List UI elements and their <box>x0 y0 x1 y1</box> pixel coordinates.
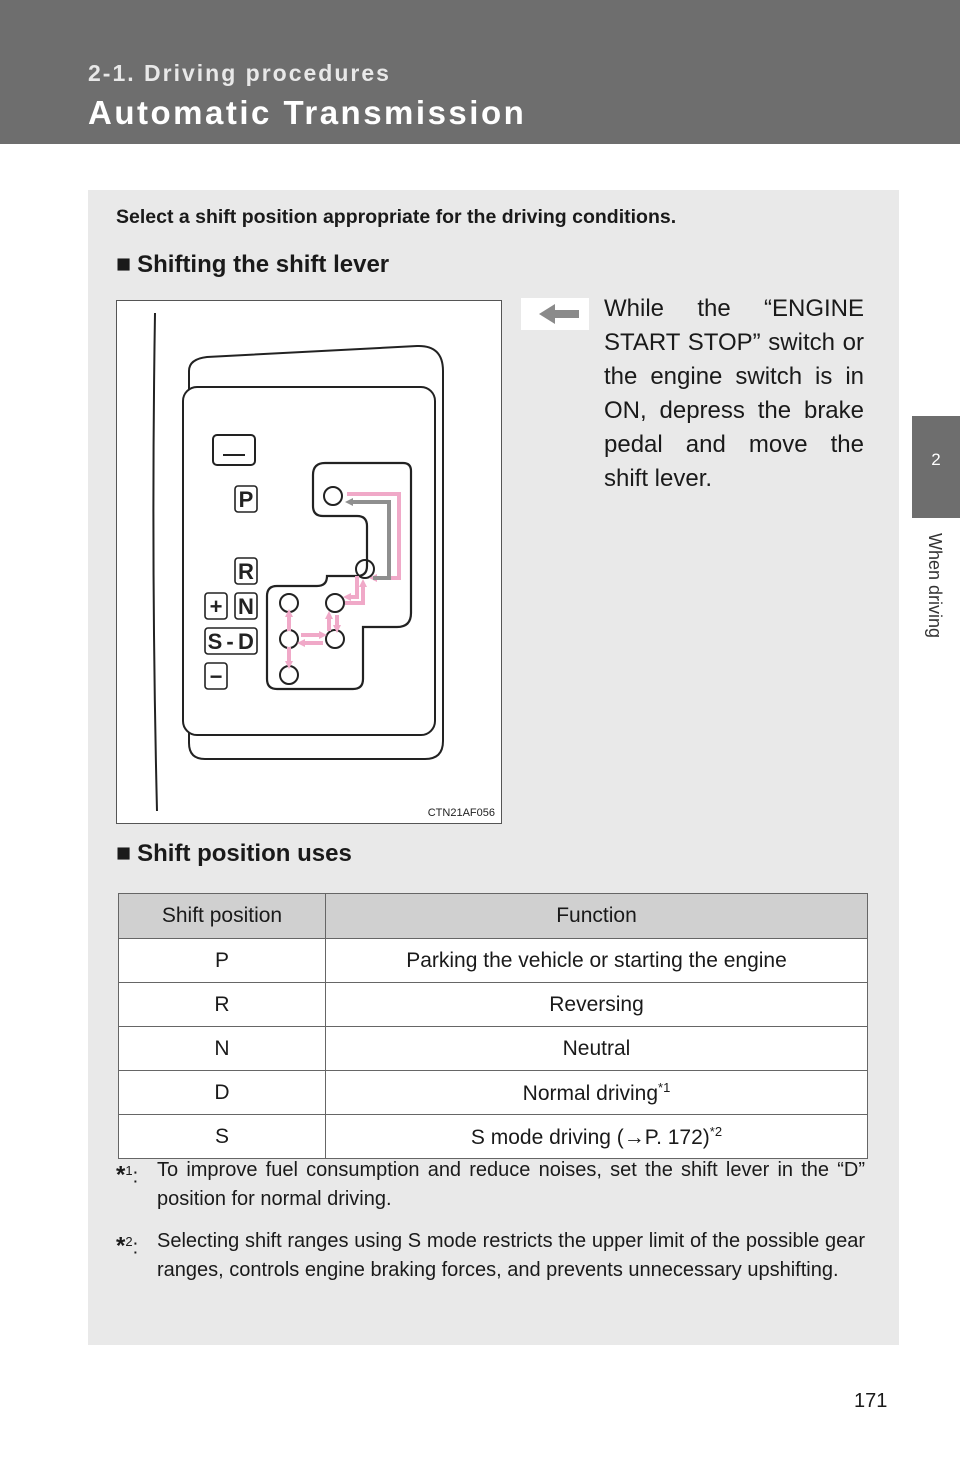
table-row <box>119 1071 868 1115</box>
shift-uses-heading-text: Shift position uses <box>137 840 352 867</box>
gate-label-n: N <box>238 594 254 619</box>
footnote-ref[interactable]: *2 <box>709 1123 723 1139</box>
cell-position: P <box>119 939 326 983</box>
square-bullet-icon: ■ <box>116 839 132 867</box>
figure-code: CTN21AF056 <box>427 807 495 819</box>
cell-function-with-note <box>326 1071 868 1115</box>
gate-label-d: D <box>238 629 254 654</box>
shift-gate-diagram <box>117 301 501 823</box>
footnote-number: 2 <box>125 1234 133 1249</box>
footnote-2: *$^2$: Selecting shift ranges using S mode restricts the upper limit of the possible gear ranges, controls engine braking forces, and prevents unnecessary upshifting. <box>116 1227 865 1285</box>
table-header-row <box>119 894 868 939</box>
footnote-asterisk: * <box>116 1232 126 1260</box>
cell-position: S <box>119 1115 326 1159</box>
table-row <box>119 939 868 983</box>
table-row <box>119 1027 868 1071</box>
chapter-tab-label: When driving <box>925 533 945 639</box>
gate-label-r: R <box>238 559 254 584</box>
cell-function: Reversing <box>326 983 868 1027</box>
section-label: 2-1. Driving procedures <box>88 60 391 86</box>
cell-position: D <box>119 1071 326 1115</box>
shift-position-table <box>118 893 868 1159</box>
cell-position: N <box>119 1027 326 1071</box>
shift-lock-button <box>213 435 255 465</box>
shift-lever-heading <box>116 250 389 279</box>
svg-text:-: - <box>226 629 234 654</box>
footnote-1: *$^1$: To improve fuel consumption and reduce noises, set the shift lever in the “D” position for normal driving. <box>116 1156 865 1214</box>
console-edge-line <box>153 313 157 811</box>
footnote-number: 1 <box>125 1163 133 1178</box>
intro-text: Select a shift position appropriate for the driving conditions. <box>116 206 677 228</box>
cell-position: R <box>119 983 326 1027</box>
shift-instruction-text: While the “ENGINE START STOP” switch or the engine switch is in ON, depress the brake pedal and move the shift lever. <box>604 295 864 492</box>
page-number: 171 <box>854 1390 888 1412</box>
footnote-text: Selecting shift ranges using S mode restricts the upper limit of the possible gear ranges, controls engine braking forces, and prevents unnecessary upshifting. <box>157 1230 865 1281</box>
gate-label-p: P <box>238 487 254 512</box>
footnote-text: To improve fuel consumption and reduce noises, set the shift lever in the “D” position for normal driving. <box>157 1159 865 1210</box>
cell-function-with-note <box>326 1115 868 1159</box>
square-bullet-icon: ■ <box>116 250 132 278</box>
shift-uses-heading <box>116 839 352 868</box>
arrow-left-icon <box>521 298 589 330</box>
cell-function: Neutral <box>326 1027 868 1071</box>
table-row <box>119 1115 868 1159</box>
footnote-ref[interactable]: *1 <box>658 1079 671 1095</box>
gate-label-minus: − <box>209 664 223 689</box>
page-title: Automatic Transmission <box>88 94 527 131</box>
cell-function: Normal driving <box>522 1081 659 1105</box>
cell-function: S mode driving (→P. 172) <box>470 1125 710 1149</box>
column-header-position: Shift position <box>119 894 326 939</box>
gate-label-plus: + <box>209 594 223 619</box>
shift-lever-figure <box>116 300 502 824</box>
column-header-function: Function <box>326 894 868 939</box>
table-row <box>119 983 868 1027</box>
cell-function: Parking the vehicle or starting the engine <box>326 939 868 983</box>
chapter-tab-number: 2 <box>931 450 941 469</box>
footnote-asterisk: * <box>116 1161 126 1189</box>
gate-label-s: S <box>207 629 223 654</box>
shift-lever-heading-text: Shifting the shift lever <box>137 251 390 278</box>
